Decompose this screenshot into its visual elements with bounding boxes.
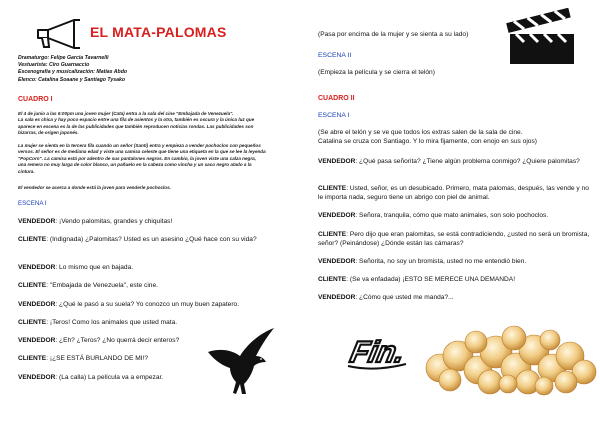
speaker: CLIENTE	[318, 185, 347, 192]
dialog-line: CLIENTE: (Indignada) ¿Palomitas? Usted es un asesino ¿Qué hace con su vida?	[18, 236, 257, 243]
line-text: ¿Eh? ¿Teros? ¿No querrá decir enteros?	[57, 337, 180, 344]
speaker: VENDEDOR	[318, 258, 356, 265]
stage-line: Catalina se cruza con Santiago. Y lo mira fijamente, con enojo en sus ojos)	[318, 137, 537, 145]
line-text: Señorita, no soy un bromista, usted no me entendió bien.	[357, 258, 527, 265]
dialog-line: VENDEDOR: ¡Vendo palomitas, grandes y chiquitas!	[18, 218, 173, 225]
speaker: VENDEDOR	[18, 374, 56, 381]
credit-line: Dramaturgo: Felipe Garcia Tavarnelli	[18, 55, 109, 61]
dialog-line: VENDEDOR: Lo mismo que en bajada.	[18, 264, 134, 271]
speaker: VENDEDOR	[18, 264, 56, 271]
scene1-heading-right: ESCENA I	[318, 112, 350, 119]
intro-line: "PopCorn". La camisa está por adentro de sus pantalones negros. En cambio, la joven viste una calza negra,	[18, 155, 256, 161]
line-text: ¡Vendo palomitas, grandes y chiquitas!	[57, 218, 173, 225]
speaker: VENDEDOR	[18, 301, 56, 308]
scene2-heading: ESCENA II	[318, 52, 352, 59]
credit-line: Vestuarista: Ciro Guarnaccio	[18, 62, 90, 69]
dialog-line: CLIENTE: (Se va enfadada) ¡ESTO SE MERECE UNA DEMANDA!	[318, 276, 516, 283]
dialog-line: CLIENTE: "Embajada de Venezuela", este cine.	[18, 282, 158, 289]
speaker: VENDEDOR	[318, 212, 356, 219]
bird-icon	[206, 326, 276, 396]
speaker: VENDEDOR	[318, 294, 356, 301]
intro-line: La sala es chica y hay poco espacio entre una fila de asientos y la otra, también es oscura y la única luz que	[18, 117, 255, 123]
speaker: CLIENTE	[18, 319, 47, 326]
line-text: "Embajada de Venezuela", este cine.	[48, 282, 158, 289]
intro-line: aparece en escena es la de las publicidades que también reproducen noticias rondas. Las publicidades son	[18, 123, 254, 129]
fin-logo	[344, 328, 414, 372]
stage-direction-intro3: El vendedor se acerca a donde está la joven para venderle pochoclos.	[18, 185, 171, 190]
line-text: ¿Qué pasa señorita? ¿Tiene algún problema conmigo? ¿Quiere palomitas?	[357, 158, 580, 165]
intro-line: una remera no muy larga de color blanco, un pañuelo en la cabeza como vincha y un saco negro atado a la	[18, 162, 252, 168]
line-text: ¿Qué le pasó a su suela? Yo conozco un muy buen zapatero.	[57, 301, 240, 308]
cuadro2-heading: CUADRO II	[318, 95, 355, 102]
line-text: ¡¿SE ESTÁ BURLANDO DE MI!?	[48, 355, 149, 362]
speaker: CLIENTE	[318, 276, 347, 283]
stage-direction-intro	[18, 111, 290, 137]
speaker: VENDEDOR	[18, 218, 56, 225]
stage-direction	[318, 129, 593, 146]
intro-line: El 4 de junio a las 6:00pm una joven mujer (Cata) entra a la sala del cine "Embajada de Venezuela".	[18, 111, 234, 116]
intro-line: cintura.	[18, 168, 35, 174]
line-text: (Indignada) ¿Palomitas? Usted es un asesino ¿Qué hace con su vida?	[48, 236, 257, 243]
line-text: ¡Teros! Como los animales que usted mata.	[48, 319, 178, 326]
intro-line: versos. El señor es de mediana edad y viste una camisa celeste que tiene una etiqueta en la que se lee la leyenda	[18, 149, 266, 155]
dialog-line: CLIENTE: Usted, señor, es un desubicado. Primero, mata palomas, después, las vende y no le importa nada, seguro tiene un abrigo con piel de animal.	[318, 185, 589, 201]
dialog-line: VENDEDOR: (La calla) La película va a empezar.	[18, 374, 164, 381]
line-text: Pero dijo que eran palomitas, se está contradiciendo, ¿usted no será un bromista, señor? (Peinándose) ¿Dónde están las cámaras?	[318, 231, 590, 247]
svg-text:Fin.: Fin.	[347, 336, 408, 369]
line-text: Usted, señor, es un desubicado. Primero, mata palomas, después, las vende y no le importa nada, seguro tiene un abrigo con piel de animal.	[318, 185, 589, 201]
stage-direction-intro2	[18, 143, 290, 175]
dialog-line: CLIENTE: ¡Teros! Como los animales que usted mata.	[18, 319, 178, 326]
dialog-line: VENDEDOR: ¿Eh? ¿Teros? ¿No querrá decir enteros?	[18, 337, 180, 344]
line-text: ¿Cómo que usted me manda?...	[357, 294, 454, 301]
stage-direction: (Empieza la película y se cierra el telón)	[318, 69, 435, 76]
megaphone-icon	[34, 18, 82, 50]
credit-line: Escenografía y musicalización: Matías Abdo	[18, 69, 128, 76]
speaker: CLIENTE	[18, 282, 47, 289]
dialog-line: VENDEDOR: ¿Qué pasa señorita? ¿Tiene algún problema conmigo? ¿Quiere palomitas?	[318, 158, 580, 165]
speaker: CLIENTE	[18, 355, 47, 362]
intro-line: La mujer se sienta en la tercera fila cuando un señor (Santi) entra y empieza a vender pochoclos con pequeños	[18, 143, 261, 148]
speaker: VENDEDOR	[18, 337, 56, 344]
dialog-line: VENDEDOR: ¿Qué le pasó a su suela? Yo conozco un muy buen zapatero.	[18, 301, 240, 308]
dialog-line: VENDEDOR: Señora, tranquila, cómo que mato animales, son solo pochoclos.	[318, 212, 549, 219]
speaker: CLIENTE	[318, 231, 347, 238]
page-title: EL MATA-PALOMAS	[90, 24, 227, 40]
line-text: Lo mismo que en bajada.	[57, 264, 134, 271]
scene1-heading: ESCENA I	[18, 200, 47, 207]
cuadro1-heading: CUADRO I	[18, 96, 53, 103]
intro-line: bizarras, de origen japonés.	[18, 130, 79, 136]
popcorn-image	[420, 316, 598, 396]
dialog-line: CLIENTE: ¡¿SE ESTÁ BURLANDO DE MI!?	[18, 355, 149, 362]
line-text: (Se va enfadada) ¡ESTO SE MERECE UNA DEMANDA!	[348, 276, 516, 283]
speaker: VENDEDOR	[318, 158, 356, 165]
dialog-line: VENDEDOR: Señorita, no soy un bromista, usted no me entendió bien.	[318, 258, 527, 265]
dialog-line: VENDEDOR: ¿Cómo que usted me manda?...	[318, 294, 454, 301]
credits	[18, 55, 288, 84]
dialog-line: CLIENTE: Pero dijo que eran palomitas, se está contradiciendo, ¿usted no será un bromista, señor? (Peinándose) ¿Dónde están las cámaras?	[318, 231, 590, 247]
clapperboard-icon	[502, 8, 580, 66]
credit-line: Elenco: Catalina Soaane y Santiago Tysako	[18, 76, 126, 83]
line-text: Señora, tranquila, cómo que mato animales, son solo pochoclos.	[357, 212, 549, 219]
stage-line: (Se abre el telón y se ve que todos los extras salen de la sala de cine.	[318, 129, 523, 136]
line-text: (La calla) La película va a empezar.	[57, 374, 164, 381]
stage-direction: (Pasa por encima de la mujer y se sienta a su lado)	[318, 31, 469, 38]
speaker: CLIENTE	[18, 236, 47, 243]
